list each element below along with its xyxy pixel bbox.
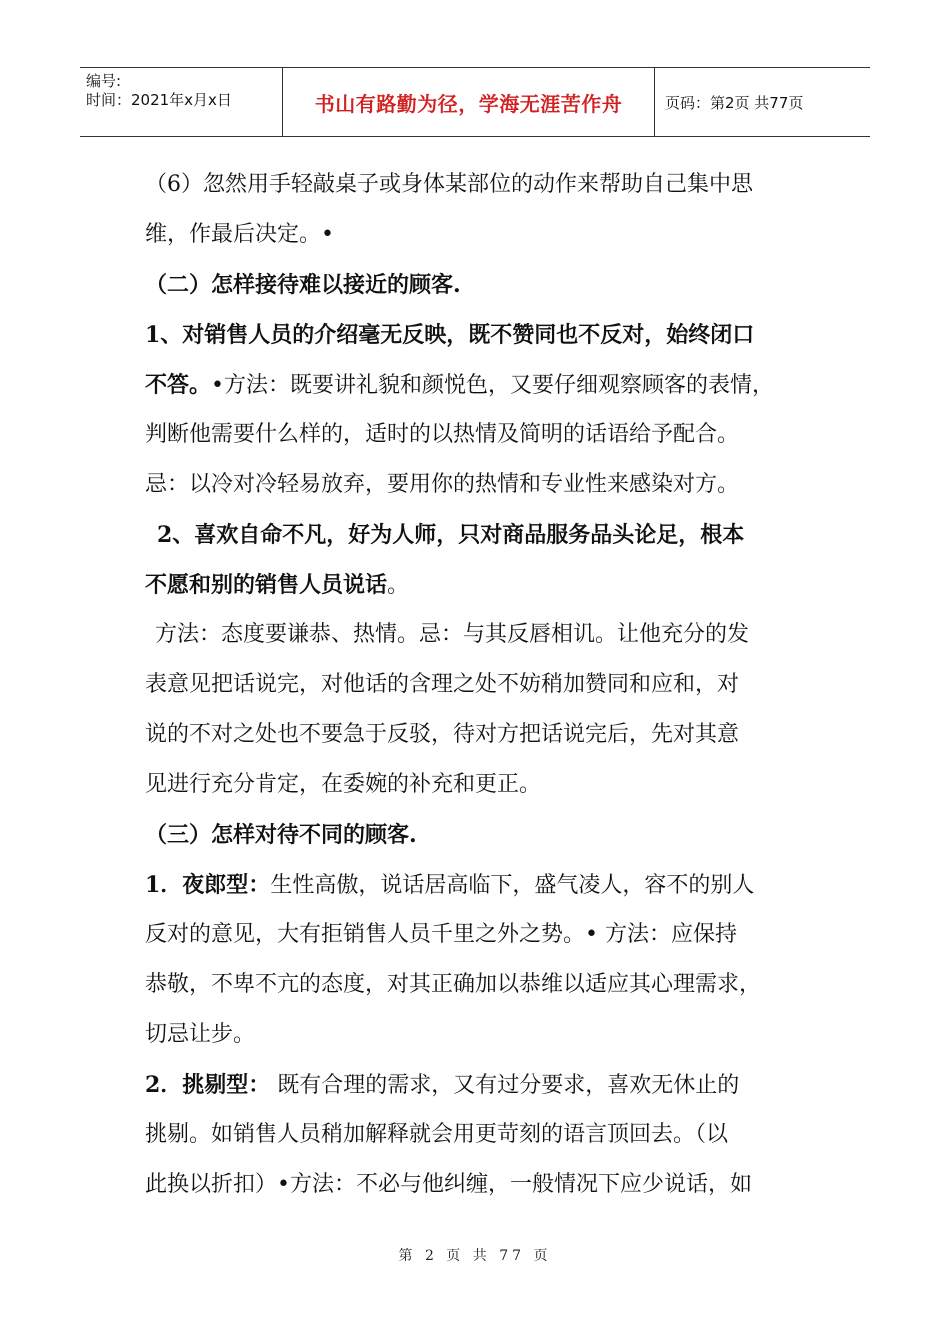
text-line: 说的不对之处也不要急于反驳，待对方把话说完后，先对其意 — [145, 722, 740, 747]
text-run: 既有合理的需求，又有过分要求，喜欢无休止的 — [270, 1073, 740, 1098]
header-motto-cell — [283, 68, 655, 136]
page-footer: 第 2 页 共 77 页 — [398, 1248, 552, 1264]
text-line — [145, 860, 825, 910]
time-label: 时间：2021年x月x日 — [86, 91, 232, 109]
bold-run: 2．挑剔型： — [145, 1072, 271, 1098]
text-line: 此换以折扣）•方法：不必与他纠缠，一般情况下应少说话，如 — [145, 1172, 752, 1197]
text-line: 方法：态度要谦恭、热情。忌：与其反唇相讥。让他充分的发 — [155, 622, 750, 647]
number-label: 编号: — [86, 72, 122, 90]
section-heading: （二）怎样接待难以接近的顾客. — [145, 272, 461, 298]
text-run: 生性高傲，说话居高临下，盛气凌人，容不的别人 — [270, 873, 755, 898]
document-body — [145, 160, 825, 1210]
header-page-cell — [655, 68, 870, 136]
text-run: 。 — [387, 573, 410, 598]
text-line — [145, 360, 825, 410]
text-line: 2、喜欢自命不凡，好为人师，只对商品服务品头论足，根本 — [157, 522, 745, 548]
page-header — [80, 67, 870, 137]
section-heading: （三）怎样对待不同的顾客. — [145, 822, 417, 848]
motto-text: 书山有路勤为径，学海无涯苦作舟 — [314, 91, 623, 116]
text-line: 挑剔。如销售人员稍加解释就会用更苛刻的语言顶回去。（以 — [145, 1122, 729, 1147]
text-line: 表意见把话说完，对他话的含理之处不妨稍加赞同和应和，对 — [145, 672, 740, 697]
text-line: 忌：以冷对冷轻易放弃，要用你的热情和专业性来感染对方。 — [145, 472, 740, 497]
text-line: 切忌让步。 — [145, 1022, 256, 1047]
bold-run: 不愿和别的销售人员说话 — [145, 572, 388, 598]
text-line: 维，作最后决定。• — [145, 222, 334, 247]
page-info: 页码：第2页 共77页 — [665, 93, 804, 112]
text-line: 恭敬，不卑不亢的态度，对其正确加以恭维以适应其心理需求， — [145, 972, 762, 997]
text-line — [145, 1060, 825, 1110]
text-line: 判断他需要什么样的，适时的以热情及简明的话语给予配合。 — [145, 422, 740, 447]
text-line — [145, 560, 825, 610]
text-line: （6）忽然用手轻敲桌子或身体某部位的动作来帮助自己集中思 — [145, 172, 753, 197]
text-line: 反对的意见，大有拒销售人员千里之外之势。• 方法：应保持 — [145, 922, 737, 947]
text-line: 见进行充分肯定，在委婉的补充和更正。 — [145, 772, 542, 797]
text-run: •方法：既要讲礼貌和颜悦色，又要仔细观察顾客的表情， — [211, 373, 774, 398]
text-line: 1、对销售人员的介绍毫无反映，既不赞同也不反对，始终闭口 — [145, 322, 755, 348]
bold-run: 1．夜郎型： — [145, 872, 271, 898]
bold-run: 不答。 — [145, 372, 212, 398]
header-meta-cell — [80, 68, 283, 136]
